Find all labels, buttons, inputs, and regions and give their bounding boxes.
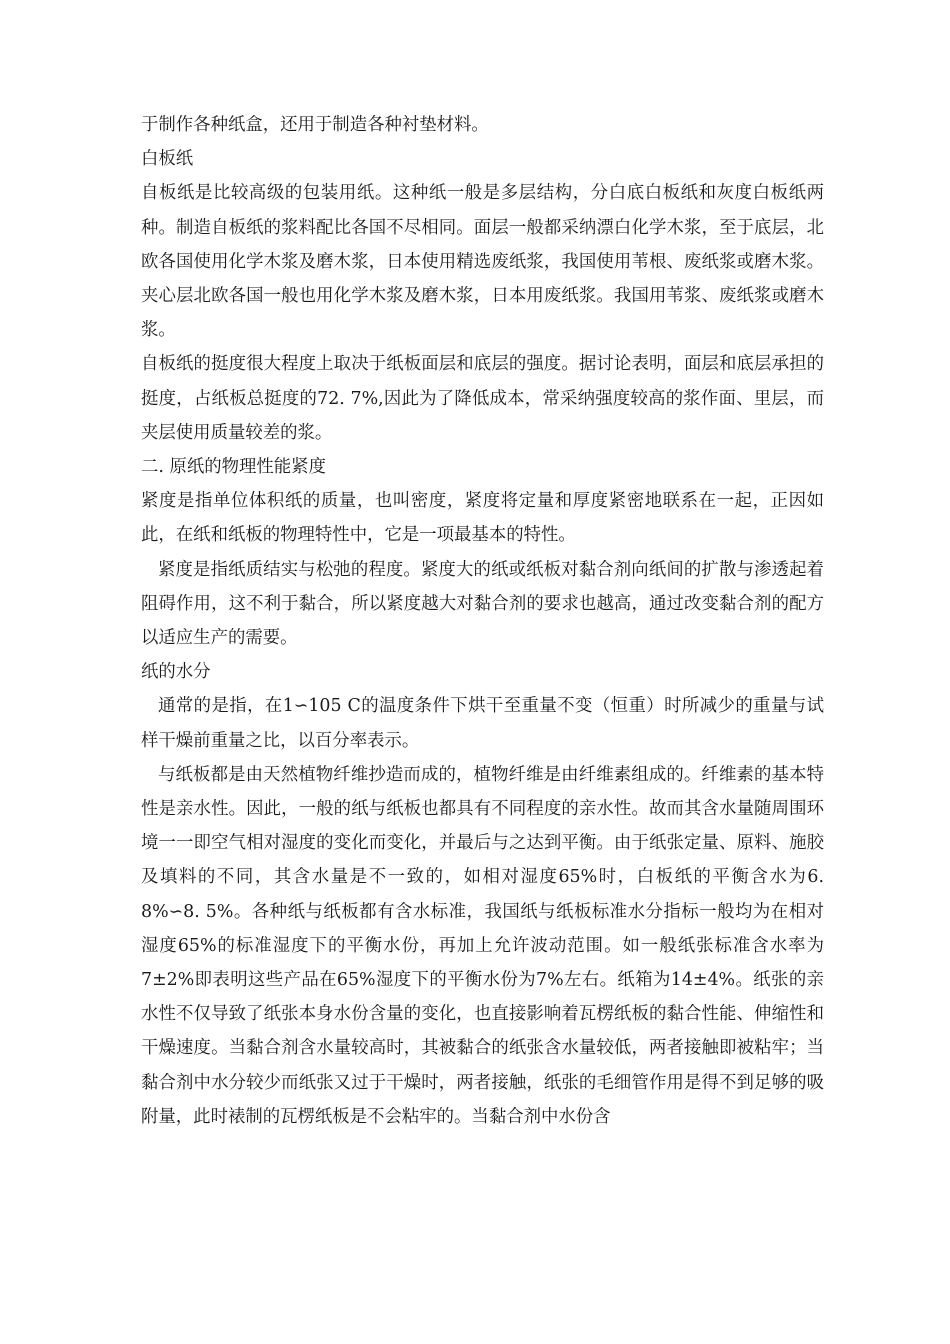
paragraph-tightness-definition: 紧度是指单位体积纸的质量，也叫密度，紧度将定量和厚度紧密地联系在一起，正因如此，在纸和纸板的物理特性中，它是一项最基本的特性。 (141, 491, 824, 546)
document-body (141, 108, 824, 1134)
section-heading-whiteboard-paper: 白板纸 (141, 149, 194, 170)
paragraph-tightness-effect: 紧度是指纸质结实与松弛的程度。紧度大的纸或纸板对黏合剂向纸间的扩散与渗透起着阻碍作用，这不利于黏合，所以紧度越大对黏合剂的要求也越高，通过改变黏合剂的配方以适应生产的需要。 (141, 559, 824, 649)
paragraph-continuation: 于制作各种纸盒，还用于制造各种衬垫材料。 (141, 115, 489, 135)
paragraph-whiteboard-stiffness: 自板纸的挺度很大程度上取决于纸板面层和底层的强度。据讨论表明，面层和底层承担的挺度，占纸板总挺度的72. 7%,因此为了降低成本，常采纳强度较高的浆作面、里层，而夹层使用质量较差的浆。 (141, 354, 824, 443)
paragraph-moisture-details: 与纸板都是由天然植物纤维抄造而成的，植物纤维是由纤维素组成的。纤维素的基本特性是亲水性。因此，一般的纸与纸板也都具有不同程度的亲水性。故而其含水量随周围环境一一即空气相对湿度的变化而变化，并最后与之达到平衡。由于纸张定量、原料、施胶及填料的不同，其含水量是不一致的，如相对湿度65%时，白板纸的平衡含水为6. 8%∽8. 5%。各种纸与纸板都有含水标准，我国纸与纸板标准水分指标一般均为在相对湿度65%的标准湿度下的平衡水份，再加上允许波动范围。如一般纸张标准含水率为7±2%即表明这些产品在65%湿度下的平衡水份为7%左右。纸箱为14±4%。纸张的亲水性不仅导致了纸张本身水份含量的变化，也直接影响着瓦楞纸板的黏合性能、伸缩性和干燥速度。当黏合剂含水量较高时，其被黏合的纸张含水量较低，两者接触即被粘牢；当黏合剂中水分较少而纸张又过于干燥时，两者接触，纸张的毛细管作用是得不到足够的吸附量，此时裱制的瓦楞纸板是不会粘牢的。当黏合剂中水份含 (141, 764, 824, 1127)
paragraph-moisture-definition: 通常的是指，在1∽105 C的温度条件下烘干至重量不变（恒重）时所减少的重量与试样干燥前重量之比，以百分率表示。 (141, 696, 824, 751)
section-heading-moisture: 纸的水分 (141, 662, 211, 683)
section-heading-physical-properties: 二. 原纸的物理性能紧度 (141, 457, 326, 478)
paragraph-whiteboard-intro: 自板纸是比较高级的包装用纸。这种纸一般是多层结构，分白底白板纸和灰度白板纸两种。制造自板纸的浆料配比各国不尽相同。面层一般都采纳漂白化学木浆，至于底层，北欧各国使用化学木浆及磨木浆，日本使用精选废纸浆，我国使用苇根、废纸浆或磨木浆。夹心层北欧各国一般也用化学木浆及磨木浆，日本用废纸浆。我国用苇浆、废纸浆或磨木浆。 (141, 183, 824, 341)
